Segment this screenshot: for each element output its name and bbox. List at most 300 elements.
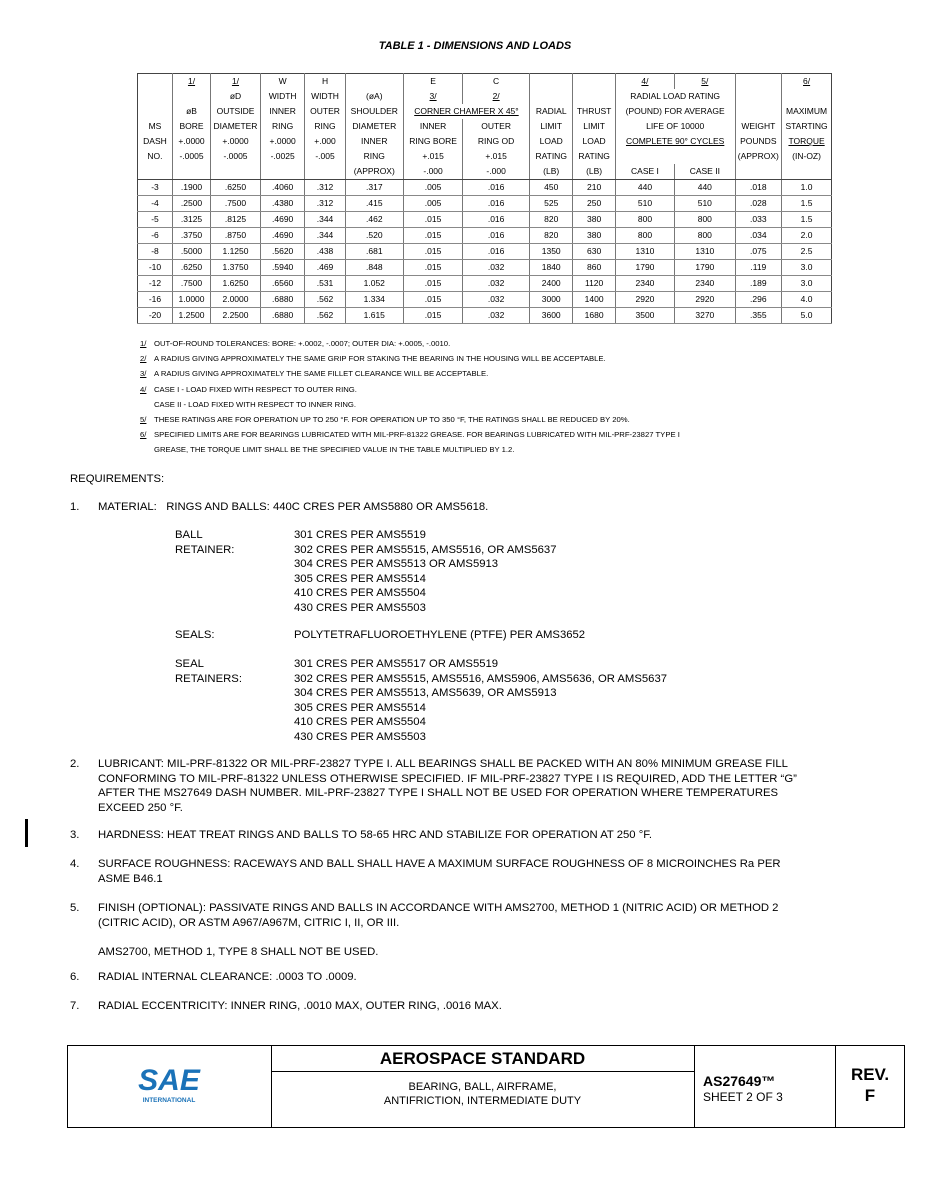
table-cell: 630 (573, 244, 615, 260)
header-cell: H (305, 74, 345, 90)
requirement-text (98, 828, 878, 843)
header-cell: -.000 (403, 164, 462, 180)
table-cell: .4690 (260, 212, 305, 228)
header-cell: RING OD (463, 134, 530, 149)
note (140, 397, 680, 412)
header-cell (573, 89, 615, 104)
header-cell (345, 74, 403, 90)
requirement-text (98, 970, 878, 985)
header-cell (172, 89, 210, 104)
header-cell (138, 74, 173, 90)
table-cell: .6250 (172, 260, 210, 276)
requirement-line: (CITRIC ACID), OR ASTM A967/A967M, CITRIC I, II, OR III. (98, 916, 400, 929)
table-cell: 1680 (573, 308, 615, 324)
header-cell: (øA) (345, 89, 403, 104)
material-line: 410 CRES PER AMS5504 (294, 587, 426, 599)
sae-logo-icon (68, 1046, 271, 1127)
header-cell: (IN-OZ) (792, 151, 821, 161)
header-cell: (LB) (573, 164, 615, 180)
note (140, 366, 680, 381)
table-cell: .6880 (260, 292, 305, 308)
table-cell: 1400 (573, 292, 615, 308)
ball-retainer-label: BALL RETAINER: (175, 529, 235, 556)
header-cell: -.0005 (211, 149, 261, 164)
header-cell: WEIGHT (735, 119, 782, 134)
requirement-line: CONFORMING TO MIL-PRF-81322 UNLESS OTHERWISE SPECIFIED. IF MIL-PRF-23827 TYPE I IS REQUIRED, ADD THE LETTER “G” (98, 772, 797, 785)
header-cell: -.0005 (172, 149, 210, 164)
table-row (138, 228, 832, 244)
header-cell: øD (211, 89, 261, 104)
revision-label: REV. (850, 1065, 890, 1084)
standard-type: AEROSPACE STANDARD (271, 1046, 694, 1072)
header-cell: (LB) (529, 164, 572, 180)
table-cell: -20 (138, 308, 173, 324)
table-cell: .2500 (172, 196, 210, 212)
header-cell: OUTSIDE (211, 104, 261, 119)
table-cell: .8125 (211, 212, 261, 228)
table-cell: .016 (463, 244, 530, 260)
header-cell: 3/ (403, 89, 462, 104)
logo-cell (68, 1046, 272, 1127)
table-cell: 380 (573, 228, 615, 244)
header-cell: LIMIT (573, 119, 615, 134)
table-cell: .015 (403, 276, 462, 292)
table-cell: 3270 (675, 308, 735, 324)
header-cell: DIAMETER (345, 119, 403, 134)
table-cell: .033 (735, 212, 782, 228)
table-cell: 3600 (529, 308, 572, 324)
logo-text: SAE (138, 1064, 200, 1097)
requirement-number: 1. (70, 501, 80, 513)
table-row (138, 276, 832, 292)
change-bar (25, 819, 28, 847)
requirement-line: EXCEED 250 °F. (98, 801, 183, 814)
header-cell (172, 164, 210, 180)
table-title: TABLE 1 - DIMENSIONS AND LOADS (378, 40, 572, 52)
table-cell: 1.3750 (211, 260, 261, 276)
header-cell: +.015 (463, 149, 530, 164)
table-cell: 210 (573, 180, 615, 196)
table-cell: .6880 (260, 308, 305, 324)
header-cell: WIDTH (305, 89, 345, 104)
header-cell: -.005 (305, 149, 345, 164)
header-cell: RADIAL LOAD RATING (615, 89, 735, 104)
table-cell: 3500 (615, 308, 674, 324)
header-cell: RATING (573, 149, 615, 164)
table-cell: .7500 (172, 276, 210, 292)
header-cell: C (463, 74, 530, 90)
table-cell: .469 (305, 260, 345, 276)
note-text: CASE I - LOAD FIXED WITH RESPECT TO OUTER RING. (154, 384, 357, 394)
table-cell: 820 (529, 212, 572, 228)
table-cell: 2.0 (782, 228, 832, 244)
table-cell: .018 (735, 180, 782, 196)
requirement-number: 7. (70, 1000, 80, 1012)
header-cell: RATING (529, 149, 572, 164)
table-cell: .8750 (211, 228, 261, 244)
note (140, 412, 680, 427)
table-cell: 2920 (675, 292, 735, 308)
table-body (138, 180, 832, 324)
note-text: A RADIUS GIVING APPROXIMATELY THE SAME FILLET CLEARANCE WILL BE ACCEPTABLE. (154, 369, 489, 379)
table-cell: 5.0 (782, 308, 832, 324)
table-cell: 510 (675, 196, 735, 212)
note-key: 5/ (140, 415, 147, 425)
header-cell (138, 104, 173, 119)
header-cell: OUTER (463, 119, 530, 134)
table-cell: 800 (675, 212, 735, 228)
header-cell (529, 89, 572, 104)
seal-retainers-list (294, 657, 667, 744)
logo-subtext: INTERNATIONAL (142, 1097, 196, 1104)
note-key: 4/ (140, 384, 147, 394)
table-row (138, 196, 832, 212)
seal-retainers-label: SEAL RETAINERS: (175, 658, 242, 685)
table-cell: 2340 (675, 276, 735, 292)
table-cell: 1.5 (782, 212, 832, 228)
table-cell: .4690 (260, 228, 305, 244)
table-cell: 4.0 (782, 292, 832, 308)
header-cell: SHOULDER (345, 104, 403, 119)
table-cell: .032 (463, 260, 530, 276)
table-cell: .6560 (260, 276, 305, 292)
header-cell: E (403, 74, 462, 90)
note-key: 1/ (140, 339, 147, 348)
table-cell: 3000 (529, 292, 572, 308)
revision-value: F (864, 1086, 876, 1105)
table-cell: 440 (615, 180, 674, 196)
header-cell: W (260, 74, 305, 90)
header-cell (735, 164, 782, 180)
table-cell: .3750 (172, 228, 210, 244)
table-cell: .562 (305, 308, 345, 324)
table-cell: 3.0 (782, 260, 832, 276)
table-cell: 2400 (529, 276, 572, 292)
header-cell (260, 164, 305, 180)
requirement-line: AFTER THE MS27649 DASH NUMBER. MIL-PRF-23827 TYPE I SHALL NOT BE USED FOR OPERATION WHERE TEMPERATURES (98, 787, 779, 799)
table-cell: 1.1250 (211, 244, 261, 260)
table-row (138, 180, 832, 196)
table-cell: .015 (403, 292, 462, 308)
header-cell: CORNER CHAMFER X 45° (403, 104, 529, 119)
material-line: 304 CRES PER AMS5513 OR AMS5913 (294, 558, 499, 570)
table-cell: 2920 (615, 292, 674, 308)
table-cell: 860 (573, 260, 615, 276)
note-text: GREASE, THE TORQUE LIMIT SHALL BE THE SPECIFIED VALUE IN THE TABLE MULTIPLIED BY 1.2. (154, 445, 515, 455)
table-cell: .531 (305, 276, 345, 292)
requirement-text: MATERIAL: RINGS AND BALLS: 440C CRES PER AMS5880 OR AMS5618. (98, 501, 489, 513)
table-cell: -6 (138, 228, 173, 244)
table-cell: .034 (735, 228, 782, 244)
header-cell: COMPLETE 90° CYCLES (615, 134, 735, 149)
requirement-number: 4. (70, 858, 80, 870)
note-text: SPECIFIED LIMITS ARE FOR BEARINGS LUBRICATED WITH MIL-PRF-81322 GREASE. FOR BEARINGS LUBRICATED WITH MIL-PRF-23827 TYPE I (154, 430, 680, 440)
header-cell: NO. (138, 149, 173, 164)
material-line: 305 CRES PER AMS5514 (294, 572, 426, 585)
ball-retainer-list (294, 528, 556, 615)
dimensions-table (137, 73, 832, 324)
header-cell: +.015 (403, 149, 462, 164)
requirement-line: AMS2700, METHOD 1, TYPE 8 SHALL NOT BE USED. (98, 945, 379, 958)
header-cell (529, 74, 572, 90)
header-cell: TORQUE (788, 136, 825, 146)
header-cell (735, 104, 782, 119)
table-cell: 2.5 (782, 244, 832, 260)
revision-cell (835, 1046, 905, 1127)
table-cell: 1.0 (782, 180, 832, 196)
table-row (138, 292, 832, 308)
table-cell: .4060 (260, 180, 305, 196)
header-cell: RING (305, 119, 345, 134)
header-cell: 1/ (211, 74, 261, 90)
table-cell: .5940 (260, 260, 305, 276)
material-line: 301 CRES PER AMS5519 (294, 529, 426, 541)
table-cell: 380 (573, 212, 615, 228)
material-line: 430 CRES PER AMS5503 (294, 730, 426, 743)
table-cell: .3125 (172, 212, 210, 228)
header-cell: INNER (260, 104, 305, 119)
table-row (138, 308, 832, 324)
material-line: 302 CRES PER AMS5515, AMS5516, OR AMS5637 (294, 543, 557, 556)
table-cell: .312 (305, 196, 345, 212)
table-cell: .075 (735, 244, 782, 260)
header-cell: 6/ (803, 76, 811, 86)
title-block (67, 1045, 905, 1128)
header-cell: 2/ (463, 89, 530, 104)
table-cell: -10 (138, 260, 173, 276)
table-cell: 1.6250 (211, 276, 261, 292)
table-cell: 1.5 (782, 196, 832, 212)
sheet-number: SHEET 2 OF 3 (703, 1090, 783, 1104)
requirement-text (98, 901, 878, 959)
note (140, 336, 680, 351)
material-line: 430 CRES PER AMS5503 (294, 601, 426, 614)
table-cell: 2.0000 (211, 292, 261, 308)
table-cell: -5 (138, 212, 173, 228)
header-cell: 4/ (615, 74, 674, 90)
table-cell: .848 (345, 260, 403, 276)
header-cell: LOAD (573, 134, 615, 149)
table-cell: .7500 (211, 196, 261, 212)
table-header (138, 74, 832, 180)
table-cell: -8 (138, 244, 173, 260)
table-cell: 1.334 (345, 292, 403, 308)
note-key: 2/ (140, 354, 147, 364)
table-cell: 1840 (529, 260, 572, 276)
table-cell: .344 (305, 228, 345, 244)
table-cell: 1.2500 (172, 308, 210, 324)
table-cell: .016 (463, 180, 530, 196)
table-row (138, 212, 832, 228)
table-cell: 800 (615, 228, 674, 244)
table-cell: 800 (615, 212, 674, 228)
table-cell: -12 (138, 276, 173, 292)
table-cell: 1120 (573, 276, 615, 292)
table-cell: .016 (463, 228, 530, 244)
table-cell: 1350 (529, 244, 572, 260)
table-cell: .032 (463, 276, 530, 292)
table-notes (140, 336, 680, 458)
header-cell: DIAMETER (211, 119, 261, 134)
table-cell: .119 (735, 260, 782, 276)
header-cell: (APPROX) (345, 164, 403, 180)
table-cell: .4380 (260, 196, 305, 212)
requirement-number: 6. (70, 971, 80, 983)
table-row (138, 244, 832, 260)
header-cell: (POUND) FOR AVERAGE (615, 104, 735, 119)
header-cell: INNER (345, 134, 403, 149)
header-cell: MAXIMUM (786, 106, 828, 116)
table-cell: .462 (345, 212, 403, 228)
header-cell (615, 149, 735, 164)
note-text: A RADIUS GIVING APPROXIMATELY THE SAME GRIP FOR STAKING THE BEARING IN THE HOUSING WILL BE ACCEPTABLE. (154, 354, 606, 364)
requirement-line (98, 930, 878, 945)
header-cell (211, 164, 261, 180)
table-cell: 1310 (675, 244, 735, 260)
header-cell: -.0025 (260, 149, 305, 164)
table-cell: 1.615 (345, 308, 403, 324)
note-key: 3/ (140, 369, 147, 379)
header-cell: 1/ (172, 74, 210, 90)
document-number: AS27649™ (703, 1073, 776, 1089)
requirement-text (98, 999, 878, 1014)
requirement-line: RADIAL INTERNAL CLEARANCE: .0003 TO .0009. (98, 971, 357, 983)
note-text: OUT-OF-ROUND TOLERANCES: BORE: +.0002, -.0007; OUTER DIA: +.0005, -.0010. (154, 339, 451, 348)
seals-label: SEALS: (175, 629, 215, 641)
header-cell: LIMIT (529, 119, 572, 134)
table-cell: .415 (345, 196, 403, 212)
header-cell (782, 164, 832, 180)
requirement-number: 2. (70, 758, 80, 770)
table-cell: .5620 (260, 244, 305, 260)
table-cell: 3.0 (782, 276, 832, 292)
table-cell: .005 (403, 196, 462, 212)
table-cell: 1790 (615, 260, 674, 276)
table-cell: 1790 (675, 260, 735, 276)
header-cell (138, 89, 173, 104)
table-cell: .312 (305, 180, 345, 196)
header-cell: DASH (138, 134, 173, 149)
header-cell: MS (138, 119, 173, 134)
header-cell: +.0000 (260, 134, 305, 149)
header-cell: CASE I (615, 164, 674, 180)
header-cell (138, 164, 173, 180)
requirements-heading: REQUIREMENTS: (70, 473, 165, 485)
table-cell: .189 (735, 276, 782, 292)
table-cell: -3 (138, 180, 173, 196)
table-cell: 820 (529, 228, 572, 244)
table-cell: 440 (675, 180, 735, 196)
table-cell: .520 (345, 228, 403, 244)
table-cell: .1900 (172, 180, 210, 196)
table-cell: .016 (463, 212, 530, 228)
table-cell: .032 (463, 292, 530, 308)
header-cell: WIDTH (260, 89, 305, 104)
requirement-line: SURFACE ROUGHNESS: RACEWAYS AND BALL SHALL HAVE A MAXIMUM SURFACE ROUGHNESS OF 8 MICROINCHES Ra PER (98, 858, 781, 870)
material-line: 305 CRES PER AMS5514 (294, 701, 426, 714)
header-cell: THRUST (573, 104, 615, 119)
requirement-line: RADIAL ECCENTRICITY: INNER RING, .0010 MAX, OUTER RING, .0016 MAX. (98, 1000, 502, 1012)
title-cell (271, 1046, 695, 1127)
note (140, 382, 680, 397)
header-cell: +.0000 (211, 134, 261, 149)
table-cell: .296 (735, 292, 782, 308)
header-cell: RING (345, 149, 403, 164)
requirement-number: 5. (70, 902, 80, 914)
description-line-2: ANTIFRICTION, INTERMEDIATE DUTY (383, 1095, 582, 1107)
table-cell: .438 (305, 244, 345, 260)
table-cell: 450 (529, 180, 572, 196)
table-cell: 2340 (615, 276, 674, 292)
table-cell: .015 (403, 244, 462, 260)
table-cell: 525 (529, 196, 572, 212)
note-text: THESE RATINGS ARE FOR OPERATION UP TO 250 °F. FOR OPERATION UP TO 350 °F, THE RATINGS SHALL BE REDUCED BY 20%. (154, 415, 630, 425)
header-cell: 5/ (675, 74, 735, 90)
table-cell: .5000 (172, 244, 210, 260)
requirement-number: 3. (70, 829, 80, 841)
table-cell: 1.0000 (172, 292, 210, 308)
table-cell: .015 (403, 228, 462, 244)
header-cell: OUTER (305, 104, 345, 119)
header-cell: POUNDS (735, 134, 782, 149)
material-line: 302 CRES PER AMS5515, AMS5516, AMS5906, AMS5636, OR AMS5637 (294, 672, 668, 685)
header-cell (573, 74, 615, 90)
requirement-text (98, 857, 878, 886)
table-cell: .028 (735, 196, 782, 212)
material-line: 304 CRES PER AMS5513, AMS5639, OR AMS5913 (294, 687, 557, 699)
table-cell: .015 (403, 308, 462, 324)
table-cell: .032 (463, 308, 530, 324)
table-cell: 800 (675, 228, 735, 244)
description-line-1: BEARING, BALL, AIRFRAME, (408, 1081, 557, 1093)
header-cell: RING BORE (403, 134, 462, 149)
header-cell: STARTING (785, 121, 828, 131)
material-line: 410 CRES PER AMS5504 (294, 716, 426, 728)
table-cell: 250 (573, 196, 615, 212)
table-row (138, 260, 832, 276)
table-cell: .005 (403, 180, 462, 196)
table-cell: .562 (305, 292, 345, 308)
table-cell: .015 (403, 212, 462, 228)
doc-number-cell (694, 1046, 836, 1127)
header-cell: øB (172, 104, 210, 119)
table-cell: 2.2500 (211, 308, 261, 324)
table-cell: .6250 (211, 180, 261, 196)
header-cell: CASE II (675, 164, 735, 180)
table-cell: .344 (305, 212, 345, 228)
requirement-line: FINISH (OPTIONAL): PASSIVATE RINGS AND BALLS IN ACCORDANCE WITH AMS2700, METHOD 1 (NITRIC ACID) OR METHOD 2 (98, 902, 779, 914)
requirement-line: LUBRICANT: MIL-PRF-81322 OR MIL-PRF-23827 TYPE I. ALL BEARINGS SHALL BE PACKED WITH AN 80% MINIMUM GREASE FILL (98, 758, 788, 770)
requirement-line: HARDNESS: HEAT TREAT RINGS AND BALLS TO 58-65 HRC AND STABILIZE FOR OPERATION AT 250 °F. (98, 829, 653, 841)
table-cell: .015 (403, 260, 462, 276)
header-cell: +.000 (305, 134, 345, 149)
table-cell: .681 (345, 244, 403, 260)
header-cell: -.000 (463, 164, 530, 180)
note-key: 6/ (140, 430, 147, 440)
seals-value: POLYTETRAFLUOROETHYLENE (PTFE) PER AMS3652 (294, 629, 586, 641)
table-cell: 1.052 (345, 276, 403, 292)
note (140, 442, 680, 457)
table-cell: 1310 (615, 244, 674, 260)
requirement-text (98, 757, 878, 815)
header-cell: INNER (403, 119, 462, 134)
header-cell: RADIAL (529, 104, 572, 119)
table-cell: -16 (138, 292, 173, 308)
note-text: CASE II - LOAD FIXED WITH RESPECT TO INNER RING. (154, 399, 357, 409)
note (140, 351, 680, 366)
header-cell (735, 89, 782, 104)
material-line: 301 CRES PER AMS5517 OR AMS5519 (294, 658, 499, 670)
